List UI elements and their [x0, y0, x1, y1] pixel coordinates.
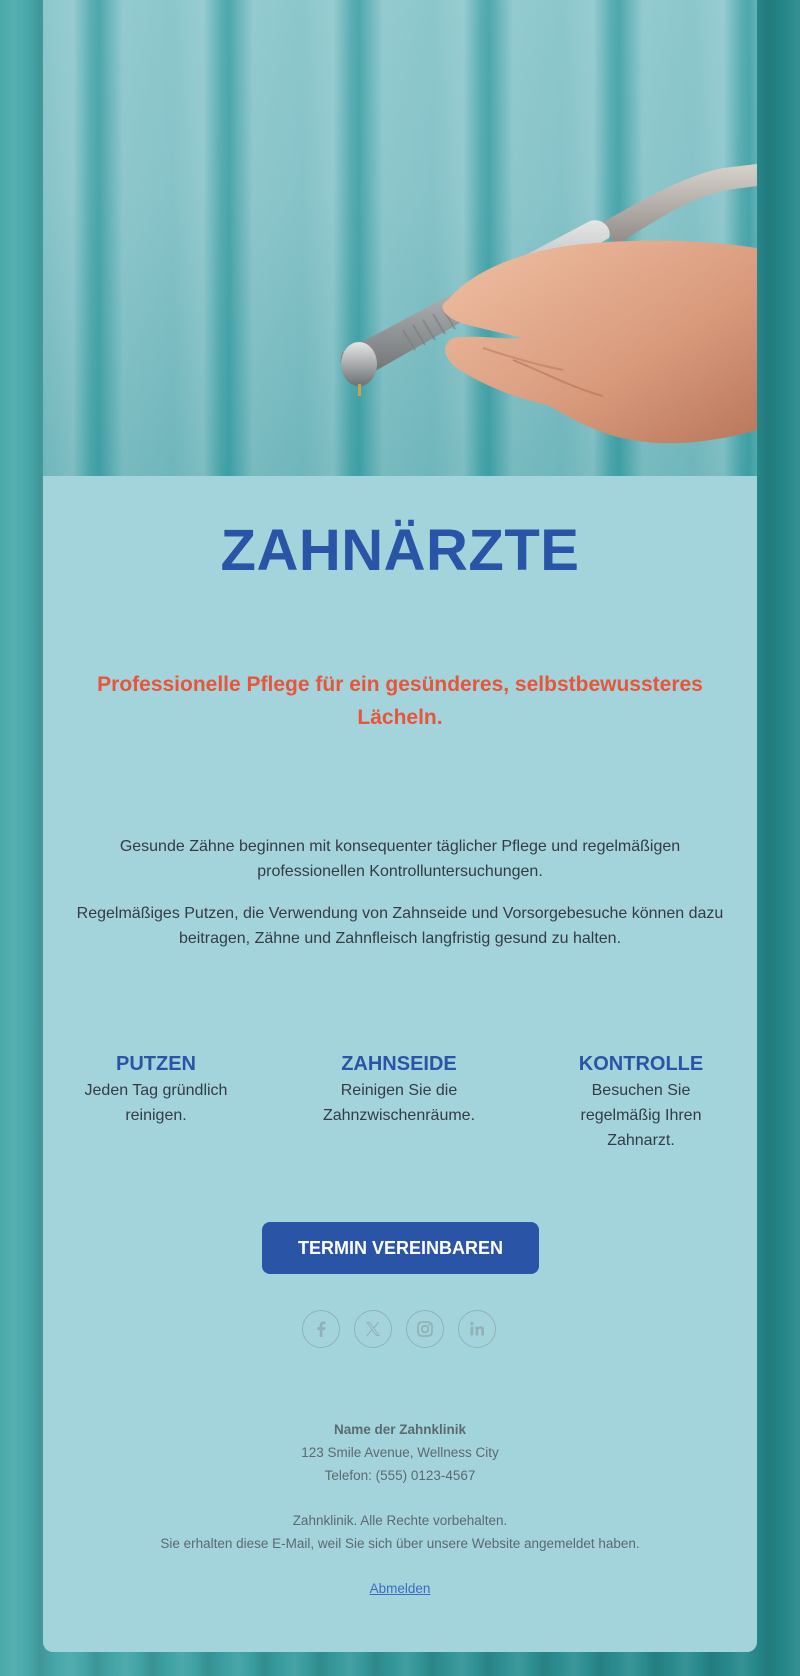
unsubscribe-link[interactable]: Abmelden — [369, 1581, 431, 1596]
instagram-icon[interactable] — [406, 1310, 444, 1348]
clinic-address: 123 Smile Avenue, Wellness City — [301, 1445, 499, 1460]
feature-title: KONTROLLE — [578, 1053, 704, 1075]
facebook-icon[interactable] — [302, 1310, 340, 1348]
feature-text: Jeden Tag gründlich reinigen. — [84, 1082, 228, 1124]
feature-zahnseide — [309, 1050, 489, 1128]
tagline: Professionelle Pflege für ein gesünderes, selbstbewussteres Lächeln. — [97, 673, 703, 729]
intro-paragraph-2: Regelmäßiges Putzen, die Verwendung von Zahnseide und Vorsorgebesuche können dazu beitragen, Zähne und Zahnfleisch langfristig gesund zu halten. — [76, 905, 724, 947]
rights-text: Zahnklinik. Alle Rechte vorbehalten. — [292, 1513, 508, 1528]
feature-text: Besuchen Sie regelmäßig Ihren Zahnarzt. — [580, 1082, 702, 1149]
clinic-name: Name der Zahnklinik — [333, 1422, 467, 1437]
footer-unsubscribe — [43, 1577, 757, 1600]
feature-columns — [43, 1050, 757, 1160]
linkedin-icon[interactable] — [458, 1310, 496, 1348]
page-title: ZAHNÄRZTE — [220, 518, 580, 583]
hero-image — [43, 0, 757, 476]
footer-address — [43, 1418, 757, 1487]
book-appointment-button[interactable]: TERMIN VEREINBAREN — [262, 1222, 539, 1274]
subscription-notice: Sie erhalten diese E-Mail, weil Sie sich über unsere Website angemeldet haben. — [160, 1536, 640, 1551]
feature-putzen — [66, 1050, 246, 1128]
feature-title: ZAHNSEIDE — [341, 1053, 457, 1075]
feature-text: Reinigen Sie die Zahnzwischenräume. — [322, 1082, 476, 1124]
feature-kontrolle — [551, 1050, 731, 1153]
x-icon[interactable] — [354, 1310, 392, 1348]
social-links — [302, 1310, 502, 1350]
footer-legal — [43, 1509, 757, 1555]
intro-paragraph-1: Gesunde Zähne beginnen mit konsequenter täglicher Pflege und regelmäßigen professionellen Kontrolluntersuchungen. — [119, 838, 681, 880]
email-card — [43, 0, 757, 1652]
clinic-phone: Telefon: (555) 0123-4567 — [324, 1468, 476, 1483]
dental-drill-hand-photo — [43, 0, 757, 476]
feature-title: PUTZEN — [116, 1053, 196, 1075]
